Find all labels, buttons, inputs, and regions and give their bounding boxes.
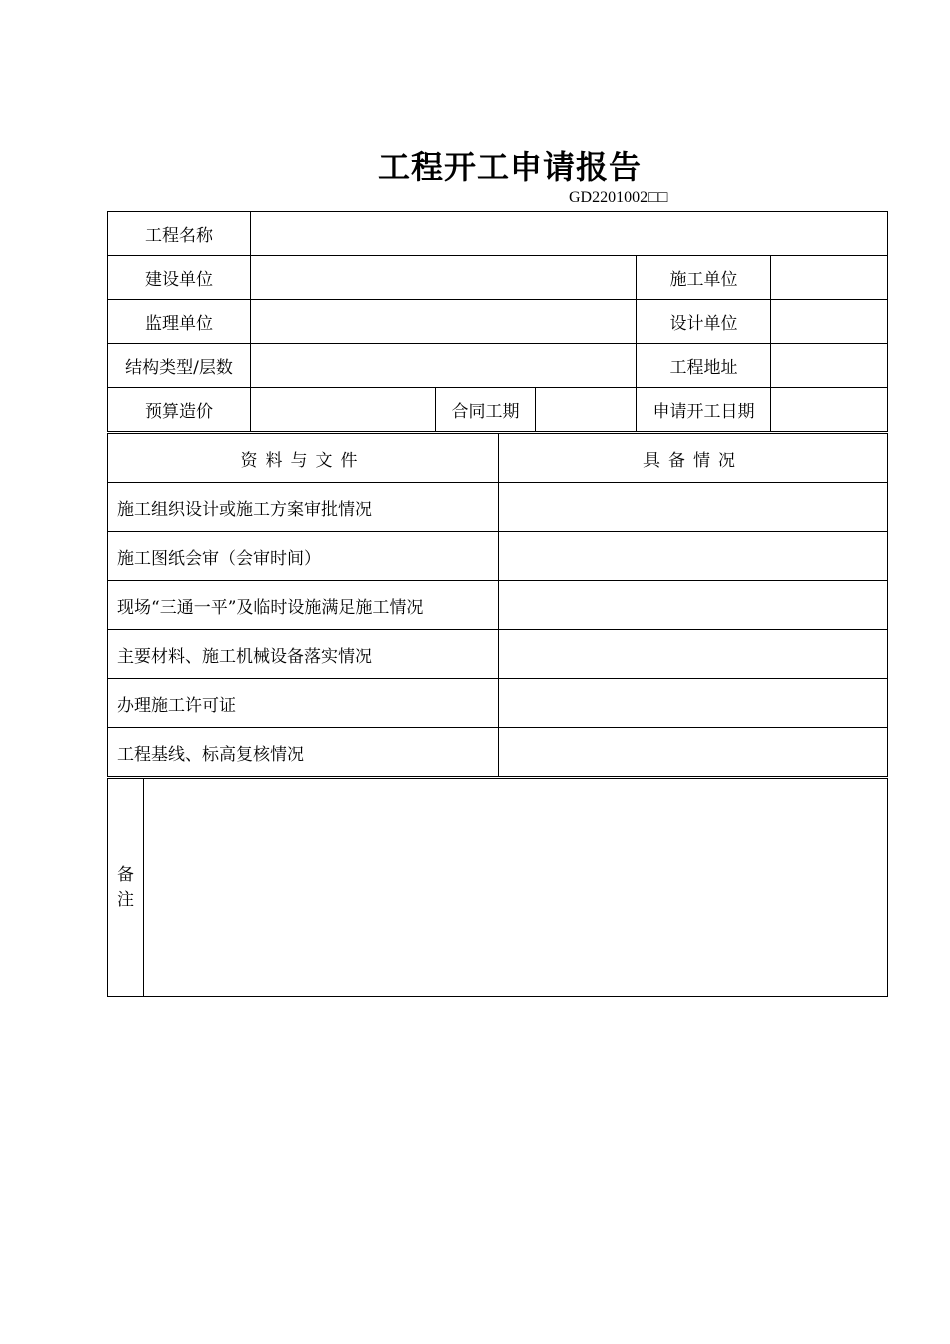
- document-status-field[interactable]: [499, 679, 888, 728]
- budget-label: 预算造价: [108, 388, 251, 432]
- documents-table: [107, 433, 888, 777]
- table-row: [108, 256, 888, 300]
- remarks-label-line1: 备: [117, 864, 134, 885]
- document-status-field[interactable]: [499, 728, 888, 777]
- structure-label: 结构类型/层数: [108, 344, 251, 388]
- contractor-label: 施工单位: [637, 256, 771, 300]
- table-header-row: [108, 434, 888, 483]
- address-label: 工程地址: [637, 344, 771, 388]
- contract-period-label: 合同工期: [436, 388, 536, 432]
- start-date-label: 申请开工日期: [637, 388, 771, 432]
- address-field[interactable]: [771, 344, 888, 388]
- table-row: [108, 581, 888, 630]
- supervisor-field[interactable]: [251, 300, 637, 344]
- contract-period-field[interactable]: [536, 388, 637, 432]
- document-item-label: 施工图纸会审（会审时间）: [108, 532, 499, 581]
- table-row: [108, 532, 888, 581]
- document-status-field[interactable]: [499, 532, 888, 581]
- table-row: [108, 779, 888, 997]
- start-date-field[interactable]: [771, 388, 888, 432]
- form-code: GD2201002□□: [569, 189, 668, 206]
- table-row: [108, 483, 888, 532]
- documents-column-header: 资料与文件: [108, 434, 499, 483]
- designer-label: 设计单位: [637, 300, 771, 344]
- document-item-label: 工程基线、标高复核情况: [108, 728, 499, 777]
- structure-field[interactable]: [251, 344, 637, 388]
- table-row: [108, 344, 888, 388]
- designer-field[interactable]: [771, 300, 888, 344]
- document-status-field[interactable]: [499, 581, 888, 630]
- status-column-header: 具备情况: [499, 434, 888, 483]
- remarks-label-line2: 注: [117, 889, 134, 910]
- contractor-field[interactable]: [771, 256, 888, 300]
- table-row: [108, 388, 888, 432]
- remarks-label: [108, 779, 144, 997]
- builder-label: 建设单位: [108, 256, 251, 300]
- budget-field[interactable]: [251, 388, 436, 432]
- project-name-field[interactable]: [251, 212, 888, 256]
- document-status-field[interactable]: [499, 630, 888, 679]
- table-row: [108, 728, 888, 777]
- table-row: [108, 679, 888, 728]
- supervisor-label: 监理单位: [108, 300, 251, 344]
- document-status-field[interactable]: [499, 483, 888, 532]
- page-title: 工程开工申请报告: [377, 148, 642, 186]
- project-info-table: [107, 211, 888, 432]
- project-name-label: 工程名称: [108, 212, 251, 256]
- builder-field[interactable]: [251, 256, 637, 300]
- remarks-field[interactable]: [144, 779, 888, 997]
- document-item-label: 办理施工许可证: [108, 679, 499, 728]
- remarks-table: [107, 778, 888, 997]
- table-row: [108, 300, 888, 344]
- document-item-label: 现场“三通一平”及临时设施满足施工情况: [108, 581, 499, 630]
- table-row: [108, 212, 888, 256]
- document-item-label: 主要材料、施工机械设备落实情况: [108, 630, 499, 679]
- document-item-label: 施工组织设计或施工方案审批情况: [108, 483, 499, 532]
- table-row: [108, 630, 888, 679]
